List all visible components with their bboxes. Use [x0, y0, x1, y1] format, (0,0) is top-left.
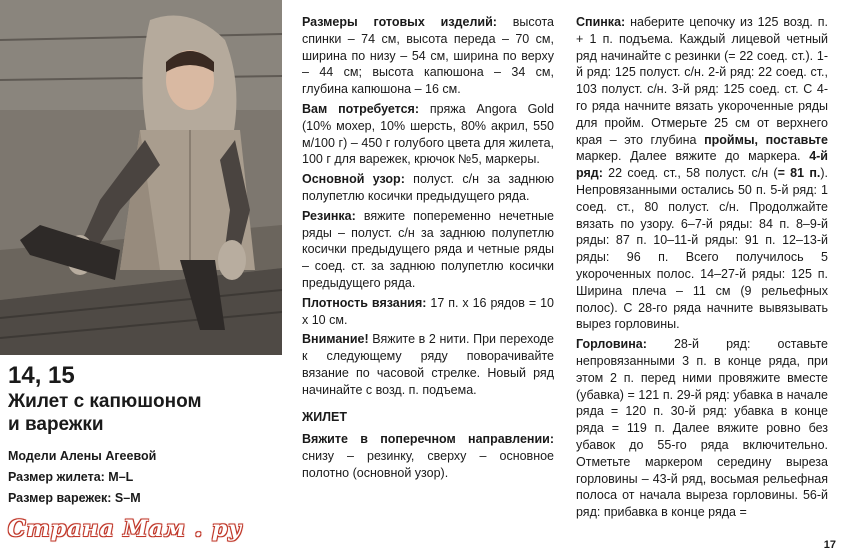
neckline-paragraph — [576, 336, 828, 521]
attention-text: Вяжите в 2 нити. При переходе к следующему ряду поворачивайте вязание по часовой стрелке. Новый ряд начинайте с возд. п. подъема. — [302, 332, 554, 397]
designer-credit: Модели Алены Агеевой — [8, 449, 157, 463]
attention-paragraph — [302, 331, 554, 398]
vest-section-heading: ЖИЛЕТ — [302, 409, 348, 424]
back-label: Спинка: — [576, 15, 626, 29]
mitten-size: Размер варежек: S–M — [8, 491, 141, 505]
article-title-line2: и варежки — [8, 414, 104, 435]
instructions-column-3 — [576, 14, 828, 524]
main-pattern-text: полуст. с/н за заднюю полупетлю косички предыдущего ряда. — [302, 172, 554, 203]
materials-paragraph — [302, 101, 554, 168]
finished-sizes-text: высота спинки – 74 см, высота переда – 70 см, ширина по низу – 54 см, ширина по верху – 44 см; высота капюшона – 34 см, глубина капюшона – 16 см. — [302, 15, 554, 97]
back-paragraph — [576, 14, 828, 333]
gauge-text: 17 п. х 16 рядов = 10 х 10 см. — [302, 295, 554, 327]
main-pattern-paragraph — [302, 171, 554, 205]
back-text-armhole: проймы, поставьте — [704, 132, 829, 147]
neckline-label: Горловина: — [576, 337, 647, 352]
page-number: 17 — [823, 539, 836, 551]
model-photo — [0, 0, 282, 355]
article-number: 14, 15 — [8, 362, 75, 389]
back-text-c: маркер. Далее вяжите до маркера. — [576, 149, 810, 164]
article-info — [8, 362, 278, 509]
finished-sizes-label: Размеры готовых изделий: — [302, 15, 497, 29]
knit-direction-paragraph — [302, 431, 554, 481]
vest-size: Размер жилета: M–L — [8, 470, 134, 484]
attention-label: Внимание! — [302, 332, 369, 347]
knit-direction-label: Вяжите в поперечном направлении: — [302, 432, 554, 447]
materials-text: пряжа Angora Gold (10% мохер, 10% шерсть, 80% акрил, 550 м/100 г) – 450 г голубого цвета для жилета, 100 г для варежек, крючок №5, маркеры. — [302, 101, 554, 167]
finished-sizes-paragraph — [302, 14, 554, 98]
ribbing-paragraph — [302, 208, 554, 292]
materials-label: Вам потребуется: — [302, 101, 420, 116]
gauge-label: Плотность вязания: — [302, 295, 427, 310]
photo-illustration — [0, 0, 282, 355]
back-text-g: ). Непровязанными остались 50 п. 5-й ряд: 1 соед. ст., 80 полуст. с/н. Продолжайте вязать по узору. 6–7-й ряды: 84 п. 8–9-й ряды: 87 п. 10–11-й ряды: 91 п. 12–13-й ряды: 96 п. Всего получилось 5 укороченных полос. 14–27-й ряды: 125 п. Ширина плеча – 11 см (9 рельефных полос). С 28-го ряда начните вывязывать вырез горловины. — [576, 166, 828, 332]
ribbing-label: Резинка: — [302, 208, 356, 223]
back-text-e: 22 соед. ст., 58 полуст. с/н ( — [602, 166, 778, 181]
site-watermark: Страна Мам . ру — [8, 516, 243, 542]
main-pattern-label: Основной узор: — [302, 172, 405, 187]
instructions-column-2 — [302, 14, 554, 485]
article-title-line1: Жилет с капюшоном — [8, 391, 202, 412]
ribbing-text: вяжите попеременно нечетные ряды – полуст. с/н за заднюю полупетлю косички предыдущего ряда и четные ряды – соед. ст. за заднюю полупетлю косички предыдущего ряда. — [302, 208, 554, 290]
neckline-text: 28-й ряд: оставьте непровязанными 3 п. в конце ряда, при этом 2 п. перед ними провяжите вместе (убавка) = 121 п. 29-й ряд: убавка в начале ряда = 120 п. 30-й ряд: убавка в конце ряда = 119 п. Далее вяжите ровно без убавок до 55-го ряда включительно. Отметьте маркером середину выреза горловины – 43-й ряд, восьмая рельефная полоса от начала выреза горловины. 56-й ряд: прибавка в конце ряда = — [576, 337, 828, 520]
back-text-81: = 81 п. — [777, 166, 821, 181]
back-text-a: наберите цепочку из 125 возд. п. + 1 п. подъема. Каждый лицевой четный ряд начинайте с резинки (= 22 соед. ст.). 1-й ряд: 125 полуст. с/н. 2-й ряд: 22 соед. ст., 103 полуст. с/н. 3-й ряд: 125 соед. ст. С 4-го ряда начните вязать укороченные ряды для пройм. Отмерьте 25 см от верхнего края – это глубина — [576, 15, 828, 147]
gauge-paragraph — [302, 295, 554, 329]
back-text-row4: 4-й ряд: — [576, 149, 828, 181]
knit-direction-text: снизу – резинку, сверху – основное полотно (основной узор). — [302, 449, 554, 480]
